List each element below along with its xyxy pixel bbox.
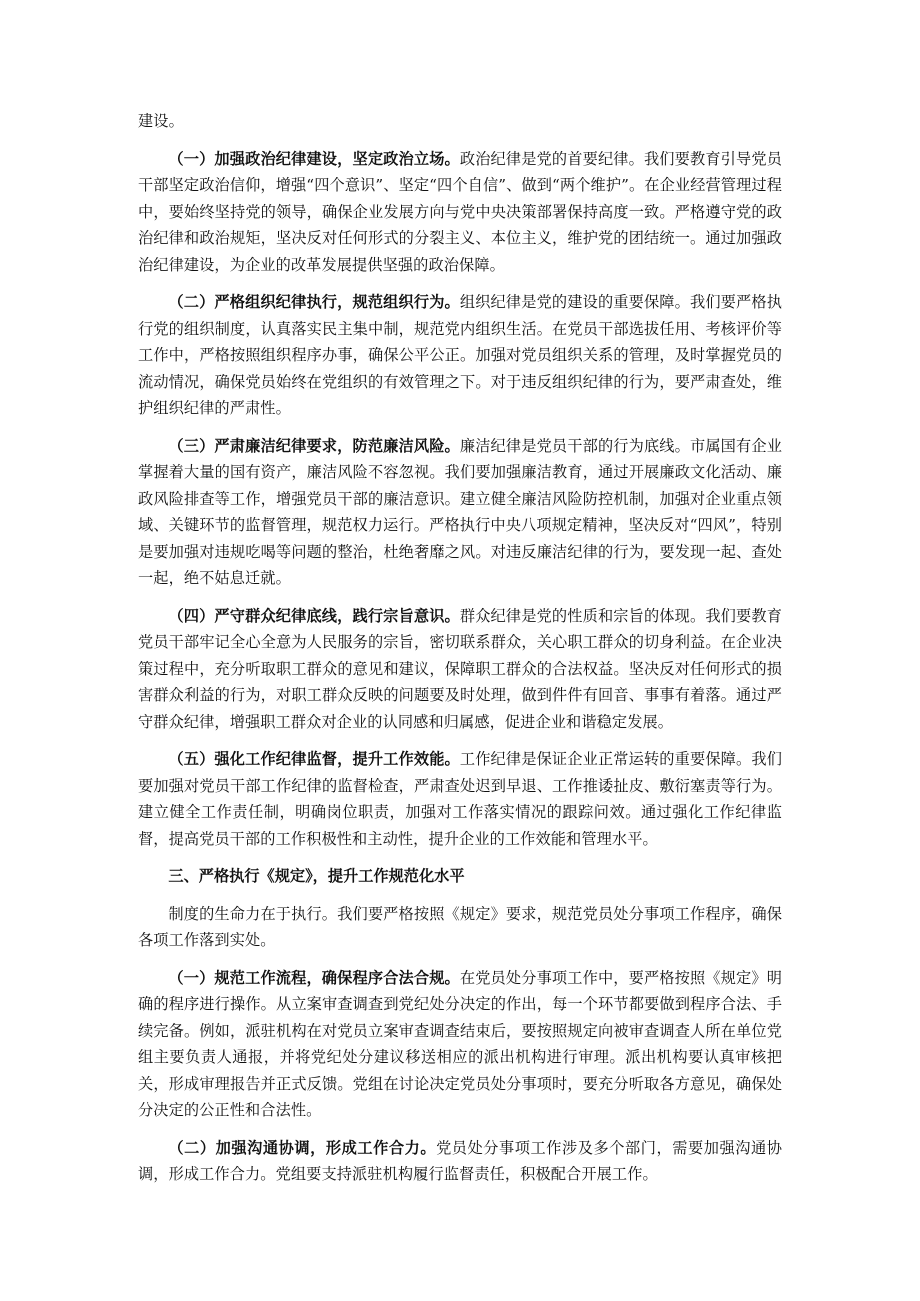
item-body: 廉洁纪律是党员干部的行为底线。市属国有企业掌握着大量的国有资产，廉洁风险不容忽视。我们要加强廉洁教育，通过开展廉政文化活动、廉政风险排查等工作，增强党员干部的廉洁意识。建立健全廉洁风险防控机制，加强对企业重点领域、关键环节的监督管理，规范权力运行。严格执行中央八项规定精神，坚决反对“四风”，特别是要加强对违规吃喝等问题的整治，杜绝奢靡之风。对违反廉洁纪律的行为，要发现一起、查处一起，绝不姑息迁就。 [138, 436, 782, 587]
section3-item-2 [138, 1135, 782, 1188]
section3-heading: 三、严格执行《规定》，提升工作规范化水平 [168, 867, 465, 885]
continuation-text: 建设。 [138, 112, 184, 130]
item-body: 政治纪律是党的首要纪律。我们要教育引导党员干部坚定政治信仰，增强“四个意识”、坚定“四个自信”、做到“两个维护”。在企业经营管理过程中，要始终坚持党的领导，确保企业发展方向与党中央决策部署保持高度一致。严格遵守党的政治纪律和政治规矩，坚决反对任何形式的分裂主义、本位主义，维护党的团结统一。通过加强政治纪律建设，为企业的改革发展提供坚强的政治保障。 [138, 149, 782, 274]
item-lead: （二）严格组织纪律执行，规范组织行为。 [168, 293, 460, 311]
section3-item-1 [138, 965, 782, 1124]
document-page [138, 108, 782, 1199]
item-lead: （四）严守群众纪律底线，践行宗旨意识。 [168, 606, 460, 625]
item-body: 组织纪律是党的建设的重要保障。我们要严格执行党的组织制度，认真落实民主集中制，规范党内组织生活。在党员干部选拔任用、考核评价等工作中，严格按照组织程序办事，确保公平公正。加强对党员组织关系的管理，及时掌握党员的流动情况，确保党员始终在党组织的有效管理之下。对于违反组织纪律的行为，要严肃查处，维护组织纪律的严肃性。 [138, 293, 782, 417]
item-lead: （五）强化工作纪律监督，提升工作效能。 [168, 750, 460, 768]
section2-item-5 [138, 746, 782, 852]
section2-item-2 [138, 289, 782, 422]
item-lead: （一）加强政治纪律建设，坚定政治立场。 [168, 149, 460, 168]
section2-item-3 [138, 433, 782, 592]
section3-intro: 制度的生命力在于执行。我们要严格按照《规定》要求，规范党员处分事项工作程序，确保各项工作落到实处。 [138, 904, 782, 949]
item-body: 在党员处分事项工作中，要严格按照《规定》明确的程序进行操作。从立案审查调查到党纪处分决定的作出，每一个环节都要做到程序合法、手续完备。例如，派驻机构在对党员立案审查调查结束后，要按照规定向被审查调查人所在单位党组主要负责人通报，并将党纪处分建议移送相应的派出机构进行审理。派出机构要认真审核把关，形成审理报告并正式反馈。党组在讨论决定党员处分事项时，要充分听取各方意见，确保处分决定的公正性和合法性。 [138, 968, 782, 1119]
section2-item-4 [138, 603, 782, 736]
item-body: 群众纪律是党的性质和宗旨的体现。我们要教育党员干部牢记全心全意为人民服务的宗旨，密切联系群众，关心职工群众的切身利益。在企业决策过程中，充分听取职工群众的意见和建议，保障职工群众的合法权益。坚决反对任何形式的损害群众利益的行为，对职工群众反映的问题要及时处理，做到件件有回音、事事有着落。通过严守群众纪律，增强职工群众对企业的认同感和归属感，促进企业和谐稳定发展。 [138, 606, 782, 731]
section2-item-1 [138, 146, 782, 279]
item-lead: （三）严肃廉洁纪律要求，防范廉洁风险。 [168, 436, 460, 455]
item-lead: （二）加强沟通协调，形成工作合力。 [168, 1138, 437, 1157]
item-body: 工作纪律是保证企业正常运转的重要保障。我们要加强对党员干部工作纪律的监督检查，严肃查处迟到早退、工作推诿扯皮、敷衍塞责等行为。建立健全工作责任制，明确岗位职责，加强对工作落实情况的跟踪问效。通过强化工作纪律监督，提高党员干部的工作积极性和主动性，提升企业的工作效能和管理水平。 [138, 750, 782, 848]
item-lead: （一）规范工作流程，确保程序合法合规。 [168, 968, 460, 987]
item-body: 党员处分事项工作涉及多个部门，需要加强沟通协调，形成工作合力。党组要支持派驻机构履行监督责任，积极配合开展工作。 [138, 1138, 782, 1183]
